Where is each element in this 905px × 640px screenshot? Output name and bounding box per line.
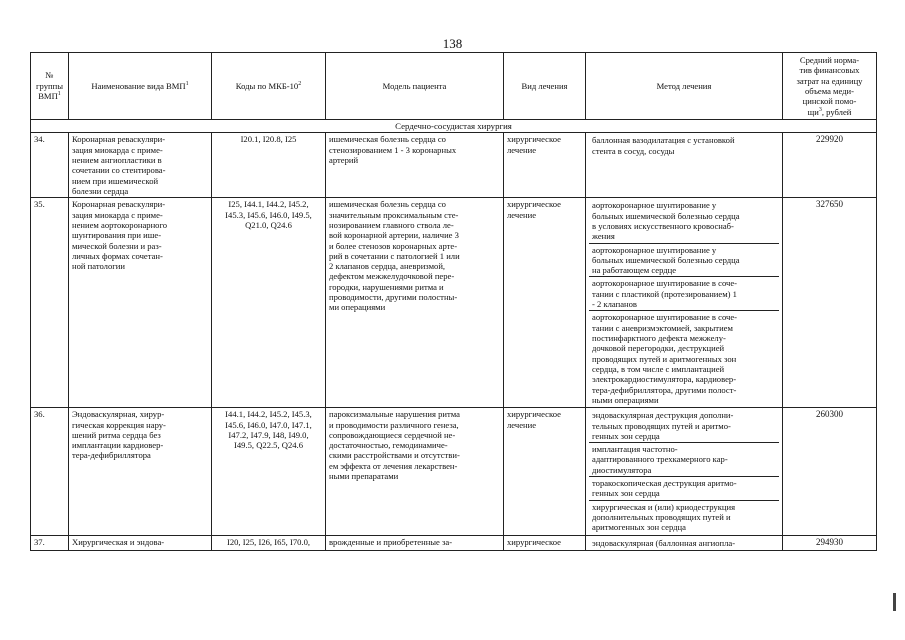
cell-avg-cost: 327650 xyxy=(783,198,877,408)
table-row xyxy=(31,535,877,550)
cell-treatment-methods xyxy=(586,198,783,408)
cell-group-no: 34. xyxy=(31,133,69,198)
cell-treatment-type: хирургическое лечение xyxy=(504,133,586,198)
header-row xyxy=(31,53,877,120)
cell-treatment-type: хирургическое лечение xyxy=(504,198,586,408)
cell-avg-cost: 260300 xyxy=(783,408,877,535)
cell-treatment-methods xyxy=(586,408,783,535)
treatment-method-item: аортокоронарное шунтирование у больных ишемической болезнью сердца в условиях искусственного кровоснаб- жения xyxy=(589,199,779,243)
cell-group-no: 35. xyxy=(31,198,69,408)
treatment-method-item: эндоваскулярная (баллонная ангиопла- xyxy=(592,537,736,548)
table-row xyxy=(31,408,877,535)
cell-mkb-codes: I25, I44.1, I44.2, I45.2, I45.3, I45.6, I46.0, I49.5, Q21.0, Q24.6 xyxy=(212,198,326,408)
treatment-method-item: торакоскопическая деструкция аритмо- генных зон сердца xyxy=(589,477,779,501)
cell-treatment-type: хирургическое xyxy=(504,535,586,550)
cell-vmp-name: Эндоваскулярная, хирур- гическая коррекция нару- шений ритма сердца без имплантации кардиовер- тера-дефибриллятора xyxy=(69,408,212,535)
cell-treatment-methods xyxy=(586,535,783,550)
section-title: Сердечно-сосудистая хирургия xyxy=(31,119,877,133)
header-patient-model: Модель пациента xyxy=(326,53,504,120)
treatment-method-item: эндоваскулярная деструкция дополни- тельных проводящих путей и аритмо- генных зон сердца xyxy=(589,409,779,443)
treatment-method-item: имплантация частотно- адаптированного трехкамерного кар- диостимулятора xyxy=(589,443,779,477)
table-row xyxy=(31,198,877,408)
cell-vmp-name: Коронарная реваскуляри- зация миокарда с приме- нением аортокоронарного шунтирования при ише- мической болезни и раз- личных формах сочетан- ной патологии xyxy=(69,198,212,408)
cell-mkb-codes: I44.1, I44.2, I45.2, I45.3, I45.6, I46.0, I47.0, I47.1, I47.2, I47.9, I48, I49.0, I49.5, Q22.5, Q24.6 xyxy=(212,408,326,535)
table-row xyxy=(31,133,877,198)
treatment-method-item: хирургическая и (или) криодеструкция дополнительных проводящих путей и аритмогенных зон сердца xyxy=(592,501,736,533)
treatment-method-item: баллонная вазодилатация с установкой стента в сосуд, сосуды xyxy=(592,135,735,156)
cell-mkb-codes: I20.1, I20.8, I25 xyxy=(212,133,326,198)
header-mkb-codes: Коды по МКБ-$10^2$ xyxy=(212,53,326,120)
cell-avg-cost: 294930 xyxy=(783,535,877,550)
cell-patient-model: пароксизмальные нарушения ритма и проводимости различного генеза, сопровождающиеся сердечной не- достаточностью, гемодинамиче- скими расстройствами и отсутстви- ем эффекта от лечения лекарствен- ными препаратами xyxy=(326,408,504,535)
cell-patient-model: ишемическая болезнь сердца со стенозированием 1 - 3 коронарных артерий xyxy=(326,133,504,198)
cell-treatment-type: хирургическое лечение xyxy=(504,408,586,535)
header-treatment-type: Вид лечения xyxy=(504,53,586,120)
treatment-method-item: аортокоронарное шунтирование в соче- тании с пластикой (протезированием) 1 - 2 клапанов xyxy=(589,277,779,311)
treatment-method-item: аортокоронарное шунтирование в соче- тании с аневризмэктомией, закрытием постинфарктного дефекта межжелу- дочковой перегородки, деструкцией проводящих путей и аритмогенных зон сердца, в том числе с имплантацией электрокардиостимулятора, кардиовер- тера-дефибриллятора, другими полост- ными операциями xyxy=(592,312,738,405)
cell-vmp-name: Коронарная реваскуляри- зация миокарда с приме- нением ангиопластики в сочетании со стентирова- нием при ишемической болезни сердца xyxy=(69,133,212,198)
section-row xyxy=(31,119,877,133)
cell-avg-cost: 229920 xyxy=(783,133,877,198)
header-vmp-name: Наименование вида ВМП$^1$ xyxy=(69,53,212,120)
cell-group-no: 37. xyxy=(31,535,69,550)
cell-patient-model: врожденные и приобретенные за- xyxy=(326,535,504,550)
cell-mkb-codes: I20, I25, I26, I65, I70.0, xyxy=(212,535,326,550)
cell-treatment-methods xyxy=(586,133,783,198)
cell-vmp-name: Хирургическая и эндова- xyxy=(69,535,212,550)
page-number: 138 xyxy=(442,36,463,51)
header-treatment-method: Метод лечения xyxy=(586,53,783,120)
cell-patient-model: ишемическая болезнь сердца со значительным проксимальным сте- нозированием главного ствола ле- вой коронарной артерии, наличие 3 и более стенозов коронарных арте- рий в сочетании с патологией 1 или 2 клапанов сердца, аневризмой, дефектом межжелудочковой пере- городки, нарушениями ритма и проводимости, другими полостны- ми операциями xyxy=(326,198,504,408)
page-bottom-margin xyxy=(0,607,905,640)
header-group-no: № группы ВМП$^1$ xyxy=(31,53,69,120)
treatment-method-item: аортокоронарное шунтирование у больных ишемической болезнью сердца на работающем сердце xyxy=(589,244,779,278)
scan-edge-mark xyxy=(893,593,896,611)
header-avg-cost: Средний норма- тив финансовых затрат на единицу объема меди- цинской помо- $щи^3$, рублей xyxy=(783,53,877,120)
vmp-table xyxy=(30,52,877,551)
cell-group-no: 36. xyxy=(31,408,69,535)
